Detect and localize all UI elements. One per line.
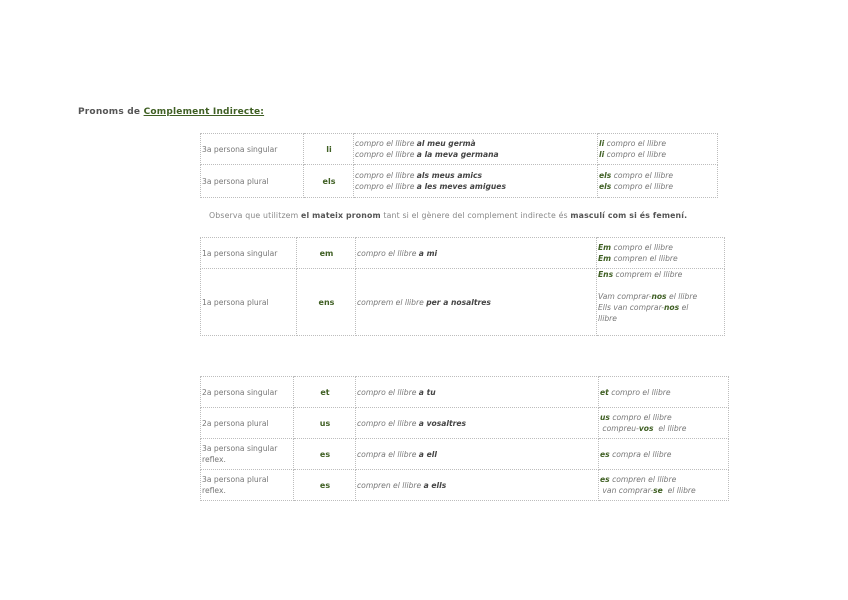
pronoun-cell: es [294, 470, 356, 501]
table-row [201, 238, 725, 269]
pronoun-cell: em [297, 238, 356, 269]
example-cell: comprem el llibre per a nosaltres [356, 269, 597, 336]
example-cell: compra el llibre a ell [356, 439, 599, 470]
table-third-person [200, 133, 718, 198]
table-row [201, 165, 718, 198]
person-cell: 2a persona plural [201, 408, 294, 439]
table-second-person [200, 376, 729, 501]
person-cell: 3a persona singular reflex. [201, 439, 294, 470]
heading-link[interactable]: Complement Indirecte: [143, 107, 265, 117]
person-cell: 3a persona singular [201, 134, 304, 165]
table-row [201, 134, 718, 165]
table-row [201, 377, 729, 408]
example-cell: compro el llibre a mi [356, 238, 597, 269]
gender-note: Observa que utilitzem el mateix pronom tant si el gènere del complement indirecte és masculí com si és femení. [209, 211, 688, 220]
pronoun-cell: li [304, 134, 354, 165]
page-heading [78, 107, 264, 117]
pronoun-cell: et [294, 377, 356, 408]
table-row [201, 408, 729, 439]
pronoun-cell: us [294, 408, 356, 439]
table-row [201, 269, 725, 336]
person-cell: 1a persona singular [201, 238, 297, 269]
result-cell: et compro el llibre [599, 377, 729, 408]
table-row [201, 439, 729, 470]
table-row [201, 470, 729, 501]
result-cell: es compren el llibre van comprar-se el llibre [599, 470, 729, 501]
result-cell: li compro el llibre li compro el llibre [598, 134, 718, 165]
pronoun-cell: ens [297, 269, 356, 336]
example-cell: compro el llibre a vosaltres [356, 408, 599, 439]
result-cell: us compro el llibre compreu-vos el llibre [599, 408, 729, 439]
example-cell: compro el llibre al meu germà compro el llibre a la meva germana [354, 134, 598, 165]
example-cell: compren el llibre a ells [356, 470, 599, 501]
result-cell: els compro el llibre els compro el llibre [598, 165, 718, 198]
result-cell: Ens comprem el llibre Vam comprar-nos el llibre Ells van comprar-nos el llibre [597, 269, 725, 336]
example-cell: compro el llibre a tu [356, 377, 599, 408]
table-first-person [200, 237, 725, 336]
example-cell: compro el llibre als meus amics compro el llibre a les meves amigues [354, 165, 598, 198]
heading-prefix: Pronoms de [78, 107, 141, 117]
person-cell: 3a persona plural reflex. [201, 470, 294, 501]
result-cell: es compra el llibre [599, 439, 729, 470]
pronoun-cell: els [304, 165, 354, 198]
pronoun-cell: es [294, 439, 356, 470]
result-cell: Em compro el llibre Em compren el llibre [597, 238, 725, 269]
person-cell: 3a persona plural [201, 165, 304, 198]
person-cell: 2a persona singular [201, 377, 294, 408]
person-cell: 1a persona plural [201, 269, 297, 336]
